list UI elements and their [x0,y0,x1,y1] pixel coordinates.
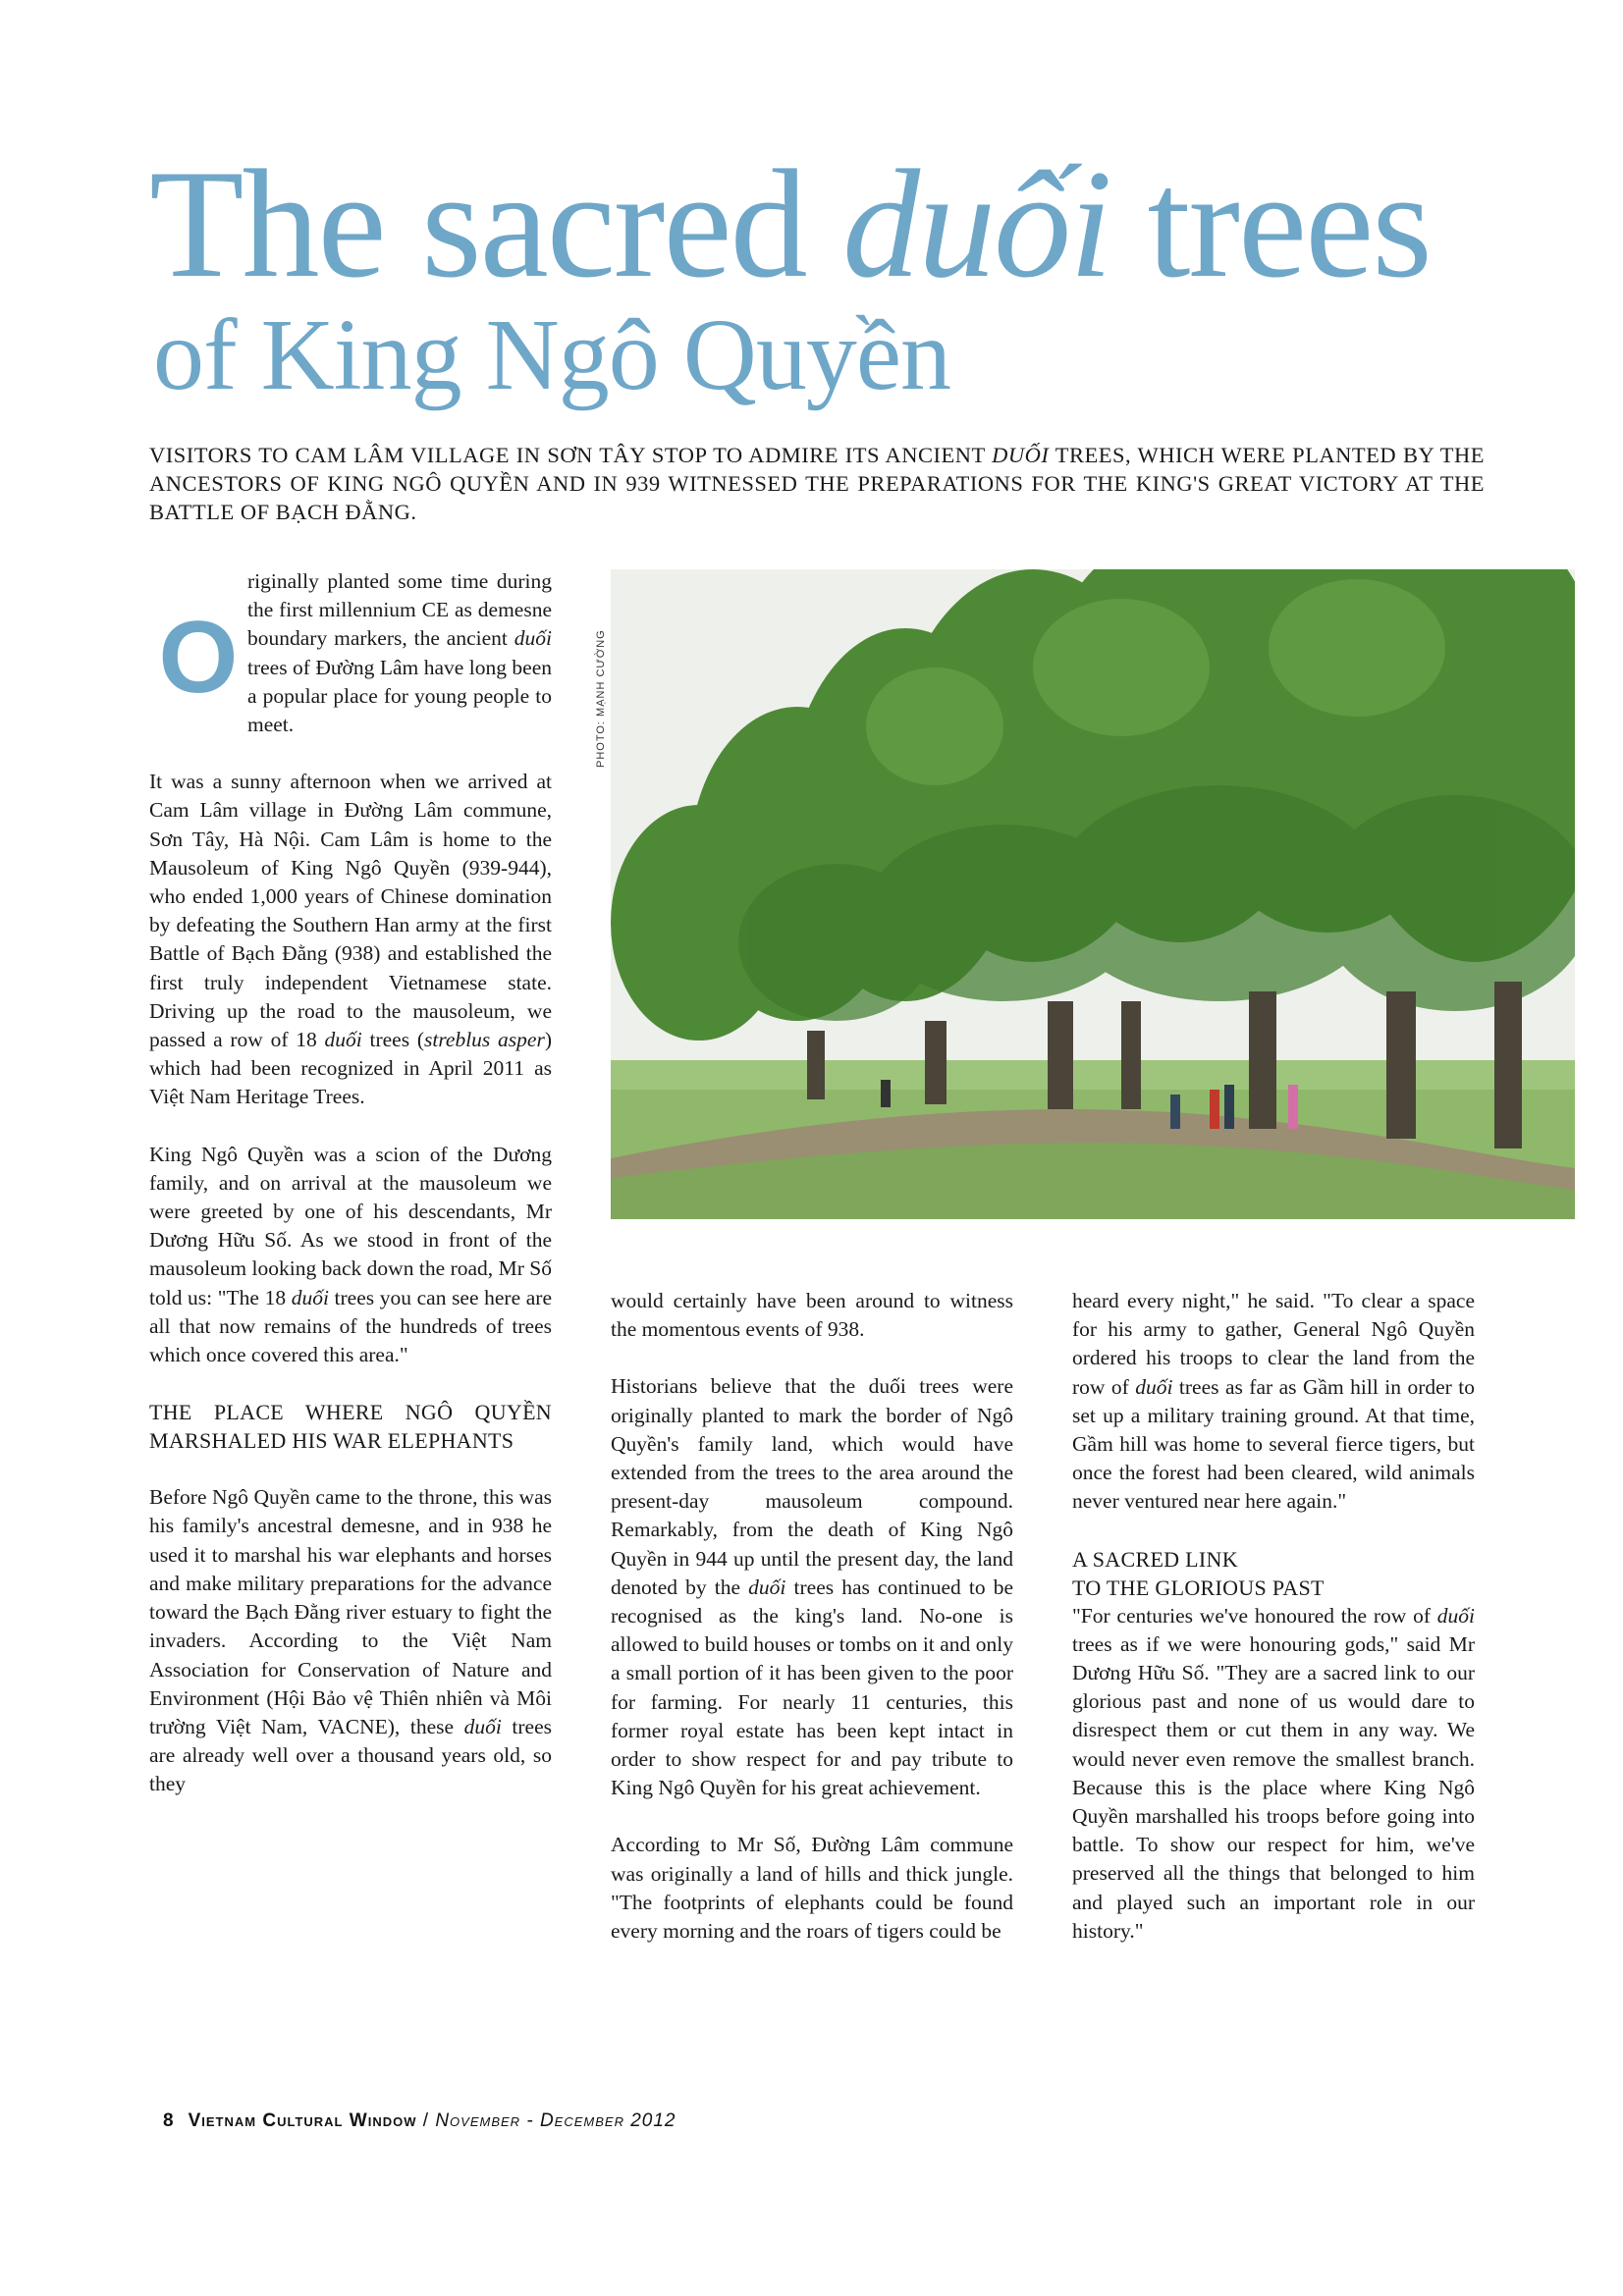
paragraph: According to Mr Số, Đường Lâm commune was originally a land of hills and thick jungle. "The footprints of elephants could be found every morning and the roars of tigers could be [611,1833,1013,1944]
title-italic-word: duối [842,138,1111,310]
paragraph [611,1372,1013,1802]
paragraph-text: trees ( [361,1028,424,1052]
photo-credit: PHOTO: MẠNH CƯỜNG [595,629,607,768]
title-text: trees [1110,138,1431,310]
paragraph-text: Historians believe that the duối trees were originally planted to mark the border of Ngô Quyền's family land, which would have extended from the trees to the area around the present-day mausoleum compound. Remarkably, from the death of King Ngô Quyền in 944 up until the present day, the land denoted by the [611,1374,1013,1599]
paragraph-text: "For centuries we've honoured the row of [1072,1603,1437,1628]
title-line-1 [149,138,1524,310]
paragraph [149,768,552,1111]
photo-trees-illustration [611,569,1575,1219]
article-photo [611,569,1575,1219]
drop-cap: O [158,601,239,715]
paragraph-text: Before Ngô Quyền came to the throne, this was his family's ancestral demesne, and in 938 he used it to marshal his war elephants and horses and make military preparations for the advance toward the Bạch Đằng river estuary to fight the invaders. According to the Việt Nam Association for Conservation of Nature and Environment (Hội Bảo vệ Thiên nhiên và Môi trường Việt Nam, VACNE), these [149,1485,552,1738]
subhead-line: TO THE GLORIOUS PAST [1072,1575,1325,1600]
paragraph [1072,1602,1475,1946]
page-footer [163,2110,676,2132]
opening-paragraph [149,567,552,739]
paragraph-text: trees as far as Gầm hill in order to set up a military training ground. At that time, Gầm hill was home to several fierce tigers, but once the forest had been cleared, wild animals never ventured near here again." [1072,1374,1475,1514]
paragraph [149,1483,552,1798]
article-title [149,138,1524,411]
italic-term: duối [324,1028,362,1052]
section-subhead: THE PLACE WHERE NGÔ QUYỀN MARSHALED HIS WAR ELEPHANTS [149,1400,552,1454]
paragraph-text: trees you can see here are all that now remains of the hundreds of trees which once covered this area." [149,1285,552,1367]
subhead-line: A SACRED LINK [1072,1546,1238,1572]
magazine-name: Vietnam Cultural Window [188,2110,417,2131]
standfirst-text: VISITORS TO CAM LÂM VILLAGE IN SƠN TÂY STOP TO ADMIRE ITS ANCIENT [149,443,993,467]
article-column-1 [149,567,552,1799]
italic-term: duối [1436,1603,1475,1628]
title-line-2: of King Ngô Quyền [153,298,951,411]
italic-term: duối [514,626,552,651]
paragraph [1072,1287,1475,1517]
paragraph-text: riginally planted some time during the first millennium CE as demesne boundary markers, the ancient [247,569,552,651]
issue-date: November - December 2012 [435,2110,676,2131]
italic-term: duối [1135,1374,1173,1399]
paragraph-text: It was a sunny afternoon when we arrived at Cam Lâm village in Đường Lâm commune, Sơn Tây, Hà Nội. Cam Lâm is home to the Mausoleum of King Ngô Quyền (939-944), who ended 1,000 years of Chinese domination by defeating the Southern Han army at the first Battle of Bạch Đằng (938) and established the first truly independent Vietnamese state. Driving up the road to the mausoleum, we passed a row of 18 [149,770,552,1052]
standfirst-text: TREES, WHICH WERE PLANTED BY THE ANCESTORS OF KING NGÔ QUYỀN AND IN 939 WITNESSED THE PREPARATIONS FOR THE KING'S GREAT VICTORY AT THE BATTLE OF BẠCH ĐẰNG. [149,443,1485,524]
paragraph-text: trees as if we were honouring gods," said Mr Dương Hữu Số. "They are a sacred link to our glorious past and none of us would dare to disrespect them or cut them in any way. We would never even remove the smallest branch. Because this is the place where King Ngô Quyền marshalled his troops before going into battle. To show our respect for him, we've preserved all the things that belonged to him and played such an important role in our history." [1072,1631,1475,1943]
page-number: 8 [163,2110,175,2131]
paragraph-text: trees of Đường Lâm have long been a popular place for young people to meet. [247,655,552,737]
article-column-3 [1072,1287,1475,1946]
article-column-2 [611,1287,1013,1946]
italic-term: duối [463,1714,502,1738]
paragraph-text: heard every night," he said. "To clear a space for his army to gather, General Ngô Quyền ordered his troops to clear the land from the row of [1072,1289,1475,1399]
footer-separator: / [416,2110,436,2131]
paragraph-text: ) which had been recognized in April 2011 as Việt Nam Heritage Trees. [149,1028,552,1109]
paragraph-text: trees are already well over a thousand years old, so they [149,1714,552,1796]
standfirst-italic: DUỐI [992,443,1050,467]
paragraph [149,1141,552,1370]
section-subhead [1072,1545,1475,1602]
italic-term: duối [748,1575,786,1599]
italic-term: duối [291,1285,329,1309]
paragraph: would certainly have been around to witness the momentous events of 938. [611,1289,1013,1342]
italic-term: streblus asper [424,1028,545,1052]
standfirst [149,441,1485,526]
title-text: The sacred [149,138,843,310]
paragraph-text: trees has continued to be recognised as the king's land. No-one is allowed to build houses or tombs on it and only a small portion of it has been given to the poor for farming. For nearly 11 centuries, this former royal estate has been kept intact in order to show respect for and pay tribute to King Ngô Quyền for his great achievement. [611,1575,1014,1800]
paragraph-text: King Ngô Quyền was a scion of the Dương family, and on arrival at the mausoleum we were greeted by one of his descendants, Mr Dương Hữu Số. As we stood in front of the mausoleum looking back down the road, Mr Số told us: "The 18 [149,1142,552,1309]
